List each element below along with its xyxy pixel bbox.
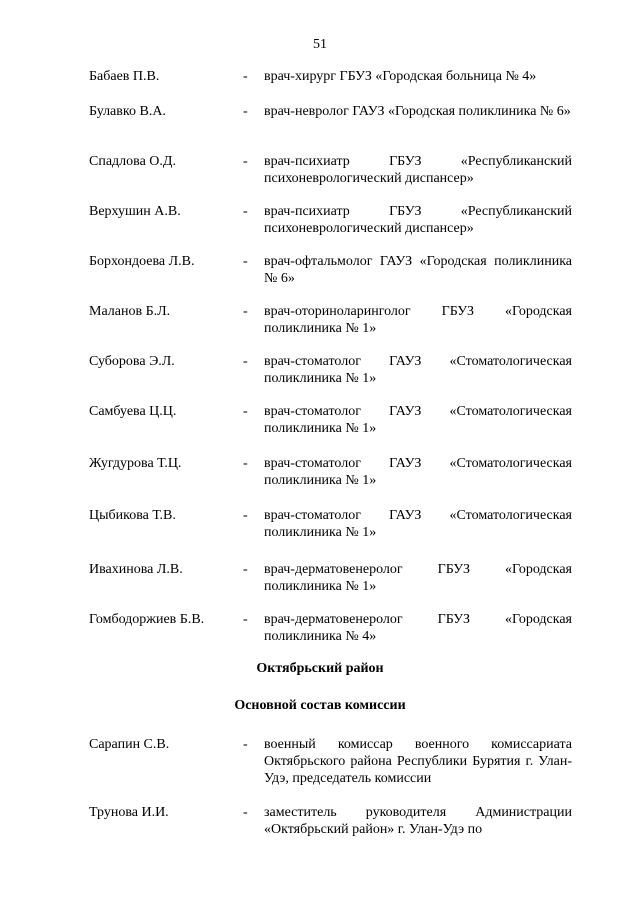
- person-position: заместитель руководителя Администрации «Октябрьский район» г. Улан-Удэ по: [264, 805, 572, 837]
- person-position: врач-стоматолог ГАУЗ «Стоматологическая поликлиника № 1»: [264, 354, 572, 386]
- person-position: врач-офтальмолог ГАУЗ «Городская поликлиника № 6»: [264, 254, 572, 286]
- person-position: врач-психиатр ГБУЗ «Республиканский психоневрологический диспансер»: [264, 204, 572, 236]
- commission-heading: Основной состав комиссии: [234, 698, 406, 713]
- person-name: Суборова Э.Л.: [89, 354, 175, 369]
- person-name: Борхондоева Л.В.: [89, 254, 195, 269]
- district-heading: Октябрьский район: [256, 661, 384, 676]
- dash-separator: -: [243, 354, 248, 369]
- person-position: врач-стоматолог ГАУЗ «Стоматологическая поликлиника № 1»: [264, 456, 572, 488]
- person-position: врач-стоматолог ГАУЗ «Стоматологическая поликлиника № 1»: [264, 508, 572, 540]
- person-position: врач-психиатр ГБУЗ «Республиканский психоневрологический диспансер»: [264, 154, 572, 186]
- person-name: Трунова И.И.: [89, 805, 169, 820]
- person-name: Цыбикова Т.В.: [89, 508, 176, 523]
- person-name: Верхушин А.В.: [89, 204, 181, 219]
- person-name: Булавко В.А.: [89, 104, 166, 119]
- dash-separator: -: [243, 508, 248, 523]
- dash-separator: -: [243, 304, 248, 319]
- person-name: Самбуева Ц.Ц.: [89, 404, 177, 419]
- dash-separator: -: [243, 204, 248, 219]
- person-position: врач-хирург ГБУЗ «Городская больница № 4»: [264, 69, 537, 84]
- person-position: врач-стоматолог ГАУЗ «Стоматологическая поликлиника № 1»: [264, 404, 572, 436]
- person-name: Жугдурова Т.Ц.: [89, 456, 182, 471]
- dash-separator: -: [243, 69, 248, 84]
- person-name: Спадлова О.Д.: [89, 154, 176, 169]
- person-position: врач-невролог ГАУЗ «Городская поликлиника № 6»: [264, 104, 571, 119]
- dash-separator: -: [243, 562, 248, 577]
- person-name: Бабаев П.В.: [89, 69, 160, 84]
- dash-separator: -: [243, 612, 248, 627]
- person-name: Маланов Б.Л.: [89, 304, 171, 319]
- person-name: Ивахинова Л.В.: [89, 562, 183, 577]
- person-name: Гомбодоржиев Б.В.: [89, 612, 205, 627]
- dash-separator: -: [243, 404, 248, 419]
- dash-separator: -: [243, 104, 248, 119]
- dash-separator: -: [243, 456, 248, 471]
- person-position: врач-дерматовенеролог ГБУЗ «Городская поликлиника № 1»: [264, 562, 572, 594]
- dash-separator: -: [243, 154, 248, 169]
- dash-separator: -: [243, 737, 248, 752]
- person-name: Сарапин С.В.: [89, 737, 170, 752]
- dash-separator: -: [243, 254, 248, 269]
- person-position: врач-дерматовенеролог ГБУЗ «Городская поликлиника № 4»: [264, 612, 572, 644]
- page-number: 51: [313, 37, 327, 52]
- person-position: врач-оториноларинголог ГБУЗ «Городская поликлиника № 1»: [264, 304, 572, 336]
- dash-separator: -: [243, 805, 248, 820]
- person-position: военный комиссар военного комиссариата Октябрьского района Республики Бурятия г. Улан-Удэ, председатель комиссии: [264, 737, 572, 786]
